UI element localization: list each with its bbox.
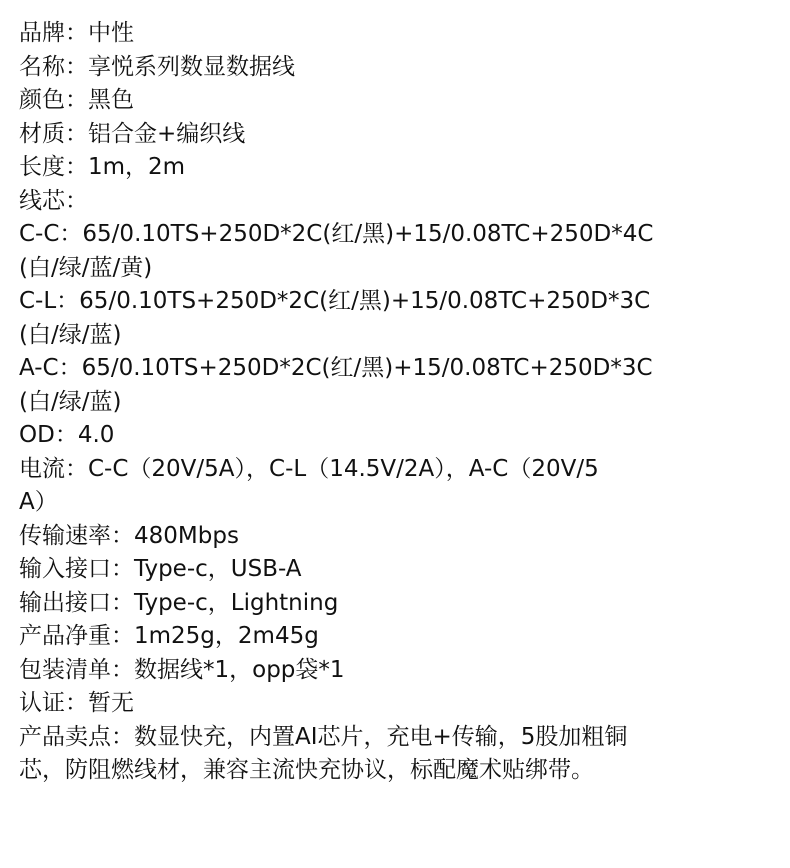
spec-line-current: 电流：C-C（20V/5A），C-L（14.5V/2A），A-C（20V/5: [19, 455, 599, 482]
spec-line-core-cl: C-L：65/0.10TS+250D*2C(红/黑)+15/0.08TC+250D*3C: [19, 288, 651, 314]
spec-line-od: OD：4.0: [19, 422, 115, 448]
spec-line-net-weight: 产品净重：1m25g，2m45g: [19, 623, 319, 649]
spec-line-certification: 认证：暂无: [19, 690, 134, 716]
spec-line-core-cc-colors: (白/绿/蓝/黄): [19, 254, 153, 281]
spec-line-core-cc: C-C：65/0.10TS+250D*2C(红/黑)+15/0.08TC+250D*4C: [19, 221, 654, 247]
spec-line-core-ac: A-C：65/0.10TS+250D*2C(红/黑)+15/0.08TC+250D*3C: [19, 355, 653, 381]
spec-line-material: 材质：铝合金+编织线: [19, 120, 246, 147]
spec-line-input-port: 输入接口：Type-c，USB-A: [19, 556, 302, 582]
spec-sheet: [19, 17, 779, 788]
spec-line-length: 长度：1m，2m: [19, 154, 186, 180]
spec-line-core-cl-colors: (白/绿/蓝): [19, 321, 122, 348]
spec-line-core-ac-colors: (白/绿/蓝): [19, 388, 122, 415]
spec-line-brand: 品牌：中性: [19, 20, 134, 46]
spec-line-selling-points: 产品卖点：数显快充，内置AI芯片，充电+传输，5股加粗铜: [19, 723, 628, 750]
spec-line-output-port: 输出接口：Type-c，Lightning: [19, 589, 339, 616]
spec-line-package: 包装清单：数据线*1，opp袋*1: [19, 656, 345, 683]
spec-line-color: 颜色：黑色: [19, 87, 134, 113]
spec-line-core-heading: 线芯：: [19, 187, 88, 214]
spec-line-current-cont: A）: [19, 489, 58, 515]
spec-line-transfer-rate: 传输速率：480Mbps: [19, 522, 239, 549]
spec-line-name: 名称：享悦系列数显数据线: [19, 53, 295, 80]
spec-line-selling-points-cont: 芯，防阻燃线材，兼容主流快充协议，标配魔术贴绑带。: [19, 757, 594, 783]
